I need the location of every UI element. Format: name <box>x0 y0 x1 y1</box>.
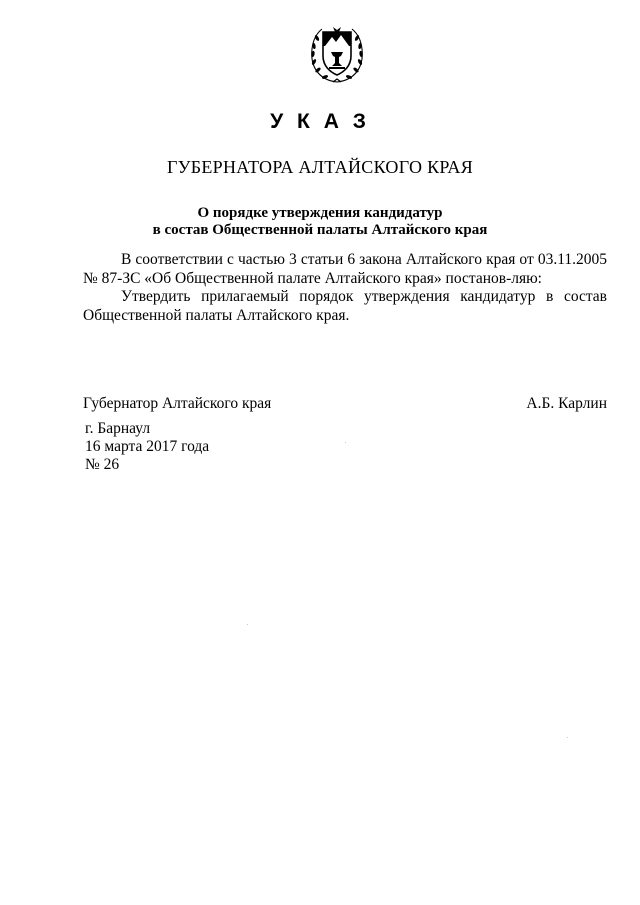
issuer-heading: ГУБЕРНАТОРА АЛТАЙСКОГО КРАЯ <box>166 157 473 177</box>
document-title-line-1: О порядке утверждения кандидатур <box>197 205 443 221</box>
document-title-line-2: в состав Общественной палаты Алтайского края <box>152 222 488 238</box>
body-paragraph-1: В соответствии с частью 3 статьи 6 закона Алтайского края от 03.11.2005 № 87-ЗС «Об Общественной палате Алтайского края» постанов-ляю: <box>83 251 607 287</box>
document-number: № 26 <box>85 456 120 473</box>
signatory-position: Губернатор Алтайского края <box>83 395 272 412</box>
document-body <box>83 251 607 325</box>
document-details <box>85 420 209 474</box>
document-city: г. Барнаул <box>85 420 151 437</box>
scan-speck <box>345 442 346 443</box>
altai-coat-of-arms-icon <box>305 22 369 86</box>
scan-speck <box>247 624 248 625</box>
document-type-heading: У К А З <box>270 110 370 133</box>
scan-speck <box>567 737 568 738</box>
body-paragraph-2: Утвердить прилагаемый порядок утверждения кандидатур в состав Общественной палаты Алтайского края. <box>83 288 607 324</box>
document-date: 16 марта 2017 года <box>85 438 210 455</box>
signatory-name: А.Б. Карлин <box>526 395 607 412</box>
document-title <box>0 205 640 239</box>
